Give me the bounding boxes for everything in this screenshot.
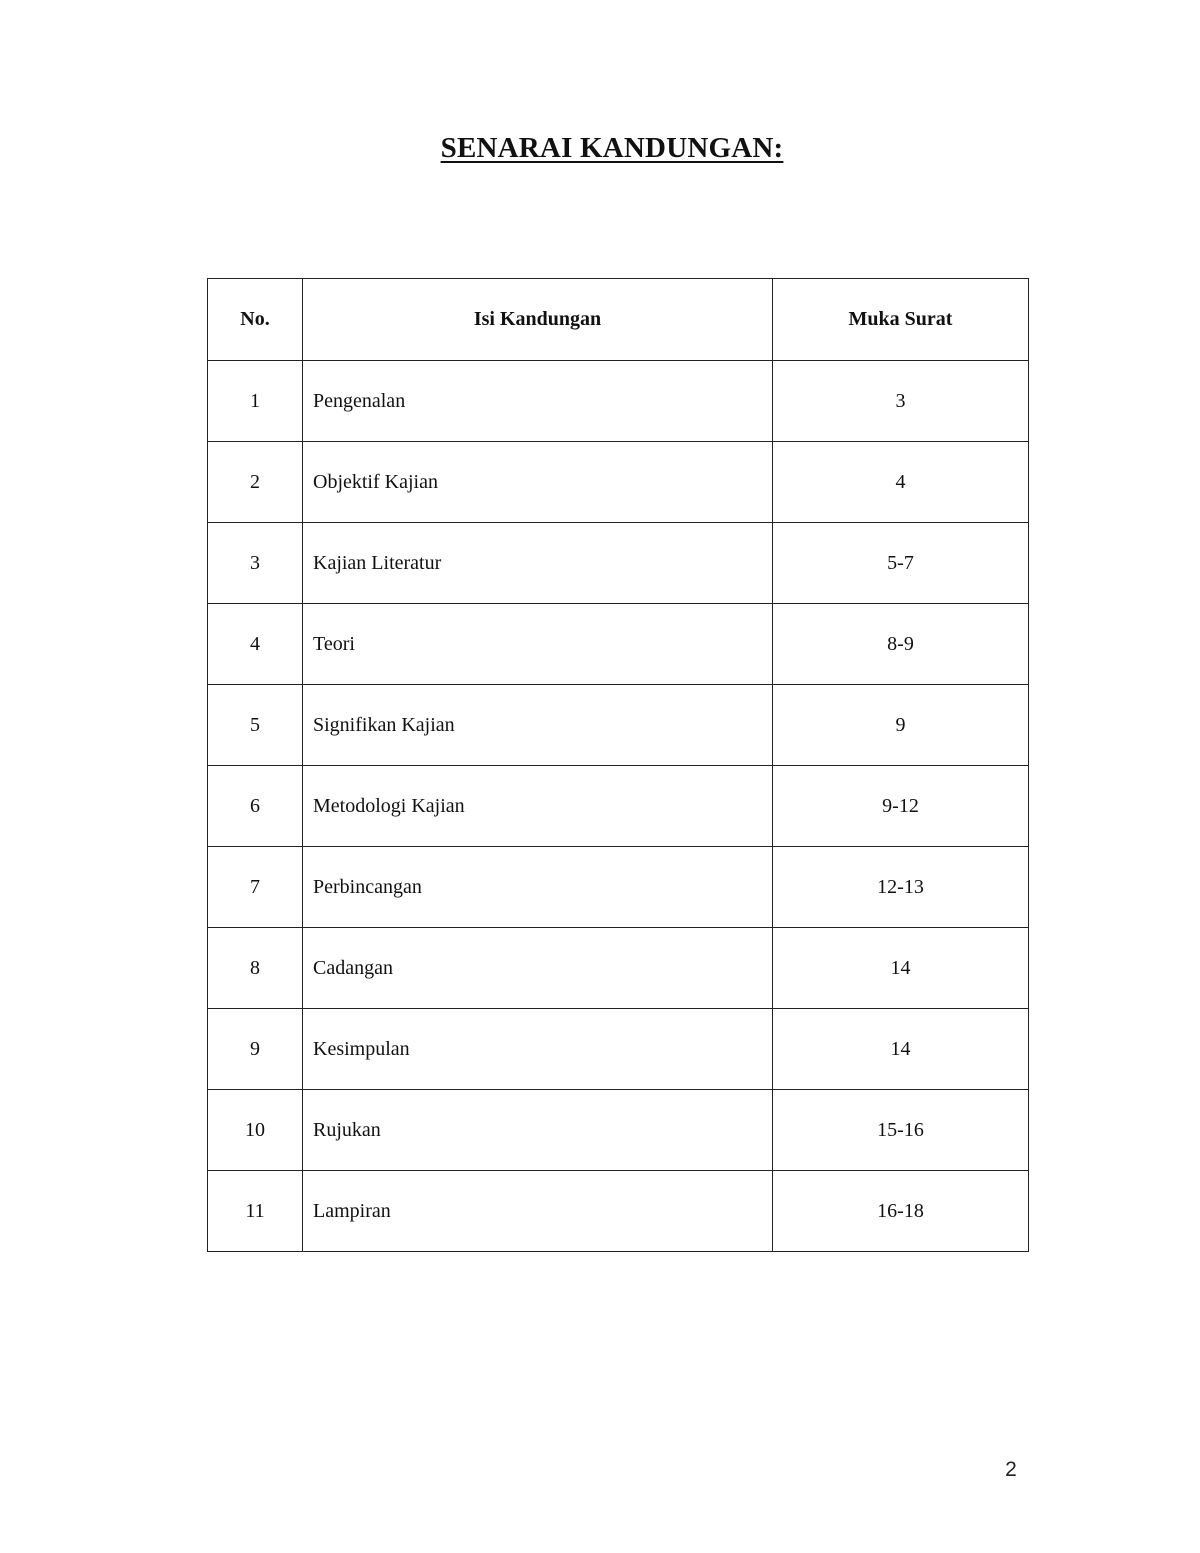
table-row <box>208 928 1029 1009</box>
row-number: 8 <box>208 928 303 1009</box>
row-title: Signifikan Kajian <box>303 685 773 766</box>
row-title: Objektif Kajian <box>303 442 773 523</box>
row-number: 2 <box>208 442 303 523</box>
table-row <box>208 766 1029 847</box>
table-row <box>208 604 1029 685</box>
page-number: 2 <box>1005 1458 1017 1481</box>
row-page: 8-9 <box>773 604 1029 685</box>
row-page: 15-16 <box>773 1090 1029 1171</box>
row-number: 7 <box>208 847 303 928</box>
row-page: 9 <box>773 685 1029 766</box>
row-page: 9-12 <box>773 766 1029 847</box>
row-title: Lampiran <box>303 1171 773 1252</box>
row-number: 4 <box>208 604 303 685</box>
row-page: 4 <box>773 442 1029 523</box>
row-title: Perbincangan <box>303 847 773 928</box>
table-row <box>208 847 1029 928</box>
row-number: 5 <box>208 685 303 766</box>
row-title: Kesimpulan <box>303 1009 773 1090</box>
row-number: 9 <box>208 1009 303 1090</box>
row-page: 5-7 <box>773 523 1029 604</box>
row-title: Rujukan <box>303 1090 773 1171</box>
table-row <box>208 1171 1029 1252</box>
table-row <box>208 361 1029 442</box>
table-row <box>208 685 1029 766</box>
table-row <box>208 1009 1029 1090</box>
row-number: 6 <box>208 766 303 847</box>
header-content: Isi Kandungan <box>303 279 773 361</box>
table-row <box>208 1090 1029 1171</box>
row-page: 14 <box>773 928 1029 1009</box>
row-title: Pengenalan <box>303 361 773 442</box>
row-title: Teori <box>303 604 773 685</box>
row-title: Metodologi Kajian <box>303 766 773 847</box>
row-number: 3 <box>208 523 303 604</box>
row-number: 10 <box>208 1090 303 1171</box>
header-no: No. <box>208 279 303 361</box>
page-title: SENARAI KANDUNGAN: <box>440 132 784 164</box>
row-page: 14 <box>773 1009 1029 1090</box>
row-number: 1 <box>208 361 303 442</box>
row-page: 12-13 <box>773 847 1029 928</box>
row-page: 3 <box>773 361 1029 442</box>
header-page: Muka Surat <box>773 279 1029 361</box>
table-header-row <box>208 279 1029 361</box>
row-page: 16-18 <box>773 1171 1029 1252</box>
table-of-contents <box>207 278 1029 1252</box>
table-row <box>208 523 1029 604</box>
row-title: Cadangan <box>303 928 773 1009</box>
table-row <box>208 442 1029 523</box>
row-number: 11 <box>208 1171 303 1252</box>
row-title: Kajian Literatur <box>303 523 773 604</box>
